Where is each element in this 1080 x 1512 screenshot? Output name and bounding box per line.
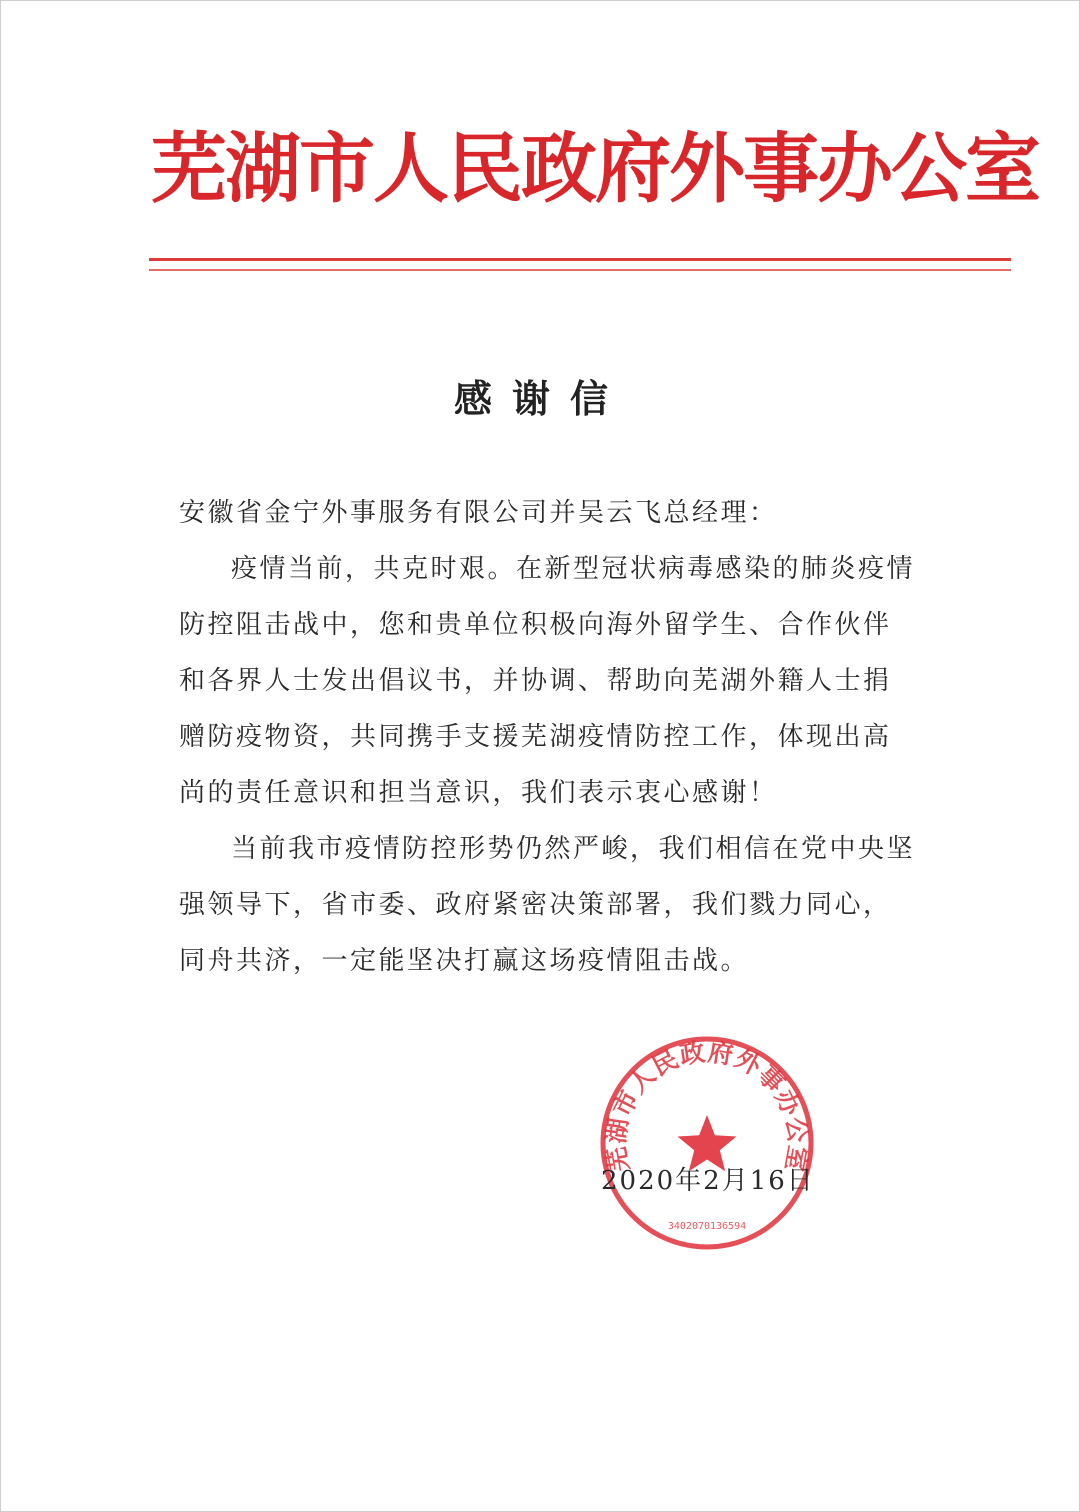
letter-salutation: 安徽省金宁外事服务有限公司并吴云飞总经理： [179,498,778,528]
official-seal [597,1033,817,1253]
letter-paragraph-2: 当前我市疫情防控形势仍然严峻，我们相信在党中央坚强领导下，省市委、政府紧密决策部署，我们戮力同心，同舟共济，一定能坚决打赢这场疫情阻击战。 [179,834,916,976]
letterhead-title: 芜湖市人民政府外事办公室 [151,124,1039,213]
letterhead-rule-thin [149,269,1011,271]
letter-title: 感谢信 [453,376,628,421]
seal-ring-text: 芜湖市人民政府外事办公室 [601,1037,813,1175]
seal-serial: 3402070136594 [667,1221,747,1232]
letter-paragraph-1: 疫情当前，共克时艰。在新型冠状病毒感染的肺炎疫情防控阻击战中，您和贵单位积极向海外留学生、合作伙伴和各界人士发出倡议书，并协调、帮助向芜湖外籍人士捐赠防疫物资，共同携手支援芜湖疫情防控工作，体现出高尚的责任意识和担当意识，我们表示衷心感谢！ [179,554,916,808]
letter-date: 2020年2月16日 [601,1166,815,1196]
letter-body [179,485,919,989]
letterhead-rule-thick [149,258,1011,261]
